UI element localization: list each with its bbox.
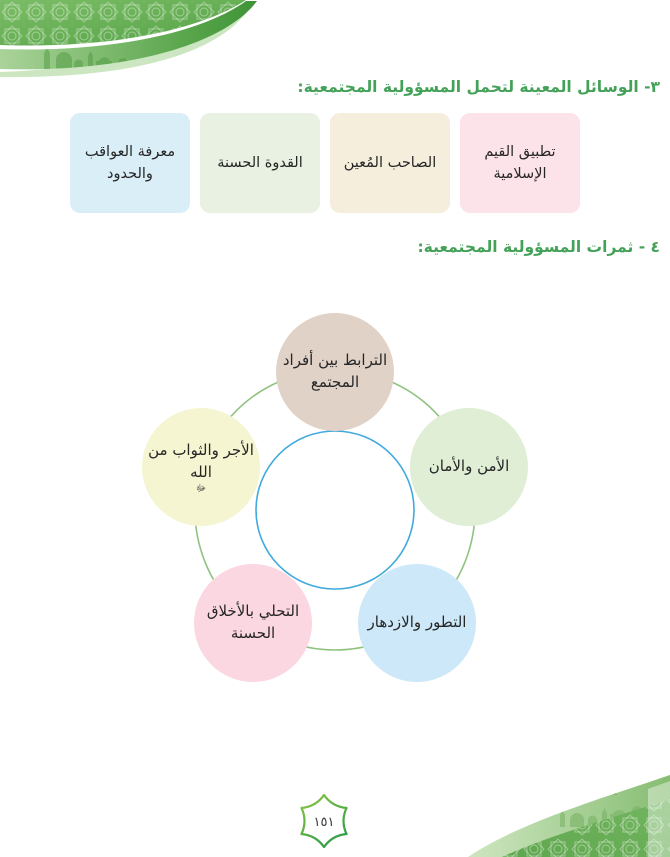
bottom-corner-ornament (450, 765, 670, 857)
bubble-label: الأجر والثواب من الله (148, 440, 254, 481)
means-box-row (70, 113, 580, 213)
fruit-bubble-security (410, 408, 528, 526)
fruits-cycle-diagram (0, 290, 670, 760)
page-number-badge (296, 792, 352, 848)
center-circle (256, 431, 414, 589)
fruit-bubble-reward-from-allah (142, 408, 260, 526)
bubble-label: الأمن والأمان (428, 457, 510, 476)
fruit-bubble-good-morals (194, 564, 312, 682)
bubble-label: الترابط بين أفراد المجتمع (282, 351, 388, 391)
means-box-good-example: القدوة الحسنة (200, 113, 320, 213)
top-corner-ornament (0, 0, 258, 82)
fold-highlight (648, 781, 670, 857)
fruit-bubble-community-bond (276, 313, 394, 431)
fruit-bubble-development (358, 564, 476, 682)
means-box-helpful-companion: الصاحب المُعين (330, 113, 450, 213)
bubble-label: التطور والازدهار (367, 613, 467, 632)
page-number: ١٥١ (313, 815, 335, 830)
honorific-mark: ﷻ (195, 484, 207, 495)
section-heading-means: ٣- الوسائل المعينة لتحمل المسؤولية المجتمعية: (297, 78, 660, 96)
means-box-knowing-limits: معرفة العواقب والحدود (70, 113, 190, 213)
section-heading-fruits: ٤ - ثمرات المسؤولية المجتمعية: (417, 238, 660, 256)
means-box-islamic-values: تطبيق القيم الإسلامية (460, 113, 580, 213)
bubble-label: التحلي بالأخلاق الحسنة (206, 602, 300, 642)
